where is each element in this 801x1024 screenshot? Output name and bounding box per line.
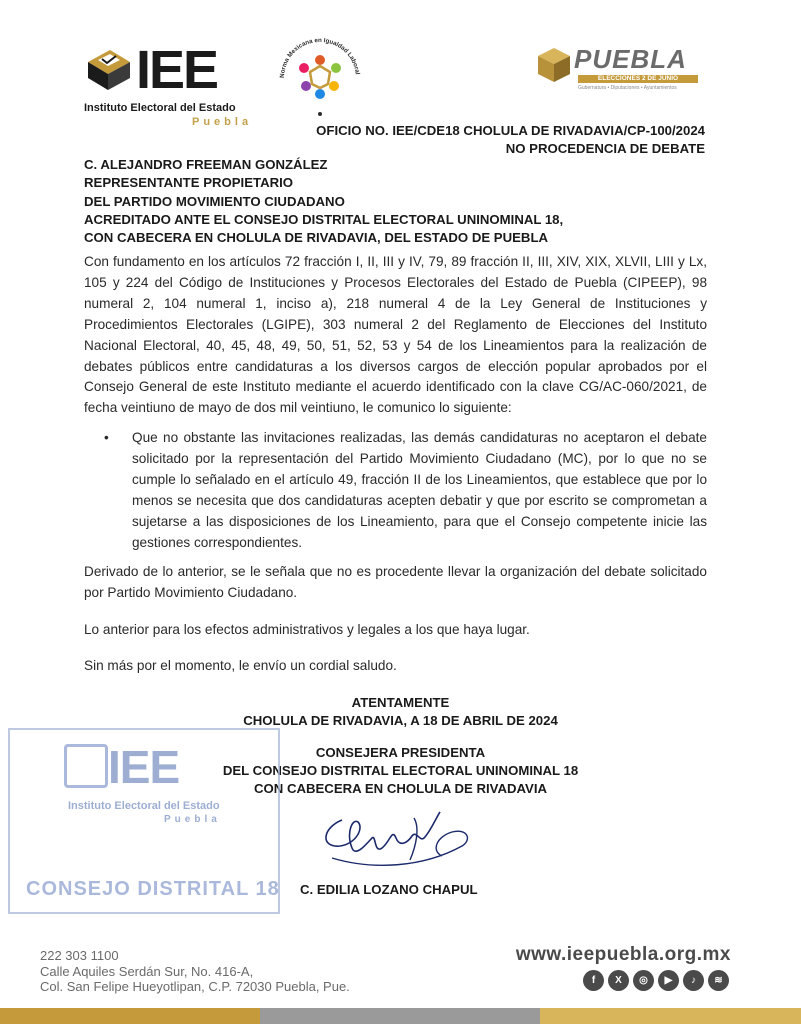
puebla-cube-icon [534,44,574,84]
oficio-subject: NO PROCEDENCIA DE DEBATE [505,141,705,156]
stripe-gray [260,1008,540,1024]
youtube-icon: ▶ [658,970,679,991]
seal-text: Norma Mexicana en Igualdad Laboral [278,36,361,79]
paragraph-legal-basis: Con fundamento en los artículos 72 fracción I, II, III y IV, 79, 89 fracción II, III, XIV, XIX, XLVII, LIII y Lx, 105 y 224 del Código de Instituciones y Procesos Electorales del Estado de Puebla (CIPEEP), 98 numeral 2, 104 numeral 1, inciso a), 218 numeral 4 de la Ley General de Instituciones y Procedimientos Electorales (LGIPE), 303 numeral 2 del Reglamento de Elecciones del Instituto Nacional Electoral, 40, 45, 48, 49, 50, 51, 52, 53 y 54 de los Lineamientos para la realización de debates públicos entre candidaturas a los diversos cargos de elección popular aprobados por el Consejo General de este Instituto mediante el acuerdo identificado con la clave CG/AC-060/2021, de fecha veintiuno de mayo de dos mil veintiuno, le comunico lo siguiente: [84,254,707,416]
footer-color-stripe [0,1008,801,1024]
footer-phone: 222 303 1100 [40,948,119,963]
footer-address-line2: Col. San Felipe Hueyotlipan, C.P. 72030 Puebla, Pue. [40,979,350,994]
instagram-icon: ◎ [633,970,654,991]
signer-title-line: CON CABECERA EN CHOLULA DE RIVADAVIA [253,781,548,796]
equality-seal [270,22,370,122]
stamp-emblem-icon [64,744,108,788]
bullet-dot-icon: • [104,430,109,445]
equality-seal-icon [270,22,370,122]
recipient-line: ACREDITADO ANTE EL CONSEJO DISTRITAL ELECTORAL UNINOMINAL 18, [84,211,564,227]
closing-place-date: CHOLULA DE RIVADAVIA, A 18 DE ABRIL DE 2024 [243,713,558,728]
signer-name: C. EDILIA LOZANO CHAPUL [300,882,478,897]
oficio-number: OFICIO NO. IEE/CDE18 CHOLULA DE RIVADAVIA/CP-100/2024 [316,123,705,138]
ballot-box-icon [84,44,134,92]
closing-block [0,694,801,730]
recipient-name: C. ALEJANDRO FREEMAN GONZÁLEZ [84,157,328,172]
iee-logo [84,40,253,128]
stamp-city: Puebla [164,814,221,825]
puebla-elections-logo [534,42,704,92]
iee-letters: IEE [136,40,218,100]
stamp-consejo: CONSEJO DISTRITAL 18 [26,878,280,900]
stripe-gold [0,1008,260,1024]
stripe-light-gold [540,1008,801,1024]
official-stamp [8,728,280,914]
x-icon: X [608,970,629,991]
elections-tagline: Gubernatura • Diputaciones • Ayuntamientos [578,85,677,91]
recipient-line: REPRESENTANTE PROPIETARIO [84,175,294,191]
spotify-icon: ≋ [708,970,729,991]
oficio-reference [316,122,705,158]
iee-city: Puebla [192,116,253,128]
stamp-iee-letters: IEE [108,741,180,793]
signer-title-line: CONSEJERA PRESIDENTA [315,745,486,760]
bullet-text: Que no obstante las invitaciones realizadas, las demás candidaturas no aceptaron el debate solicitado por la representación del Partido Movimiento Ciudadano (MC), por lo que no se cumple lo señalado en el artículo 49, fracción II de los Lineamientos, que establece que por lo menos se necesita que dos candidaturas acepten debatir y que por escrito se comprometan a sujetarse a las disposiciones de los Lineamiento, para que el Consejo competente inicie las gestiones correspondientes. [132,430,707,550]
handwritten-signature [312,798,482,878]
facebook-icon: f [583,970,604,991]
footer-contact [40,948,350,995]
footer-social-icons [583,970,729,991]
paragraph-greeting: Sin más por el momento, le envío un cordial saludo. [84,658,397,673]
footer-address-line1: Calle Aquiles Serdán Sur, No. 416-A, [40,963,254,979]
signer-title-line: DEL CONSEJO DISTRITAL ELECTORAL UNINOMINAL 18 [222,763,579,778]
iee-institute-name: Instituto Electoral del Estado [84,102,236,114]
puebla-wordmark: PUEBLA [574,44,687,74]
recipient-line: DEL PARTIDO MOVIMIENTO CIUDADANO [84,193,345,209]
footer-website: www.ieepuebla.org.mx [515,944,731,965]
stamp-institute-name: Instituto Electoral del Estado [68,800,220,812]
elections-date-band: ELECCIONES 2 DE JUNIO [578,75,698,83]
tiktok-icon: ♪ [683,970,704,991]
recipient-block [84,156,563,247]
paragraph-effects: Lo anterior para los efectos administrativos y legales a los que haya lugar. [84,622,530,637]
recipient-line: CON CABECERA EN CHOLULA DE RIVADAVIA, DEL ESTADO DE PUEBLA [84,230,549,246]
paragraph-resolution: Derivado de lo anterior, se le señala que no es procedente llevar la organización del debate solicitado por Partido Movimiento Ciudadano. [84,564,707,600]
closing-atentamente: ATENTAMENTE [351,695,450,710]
